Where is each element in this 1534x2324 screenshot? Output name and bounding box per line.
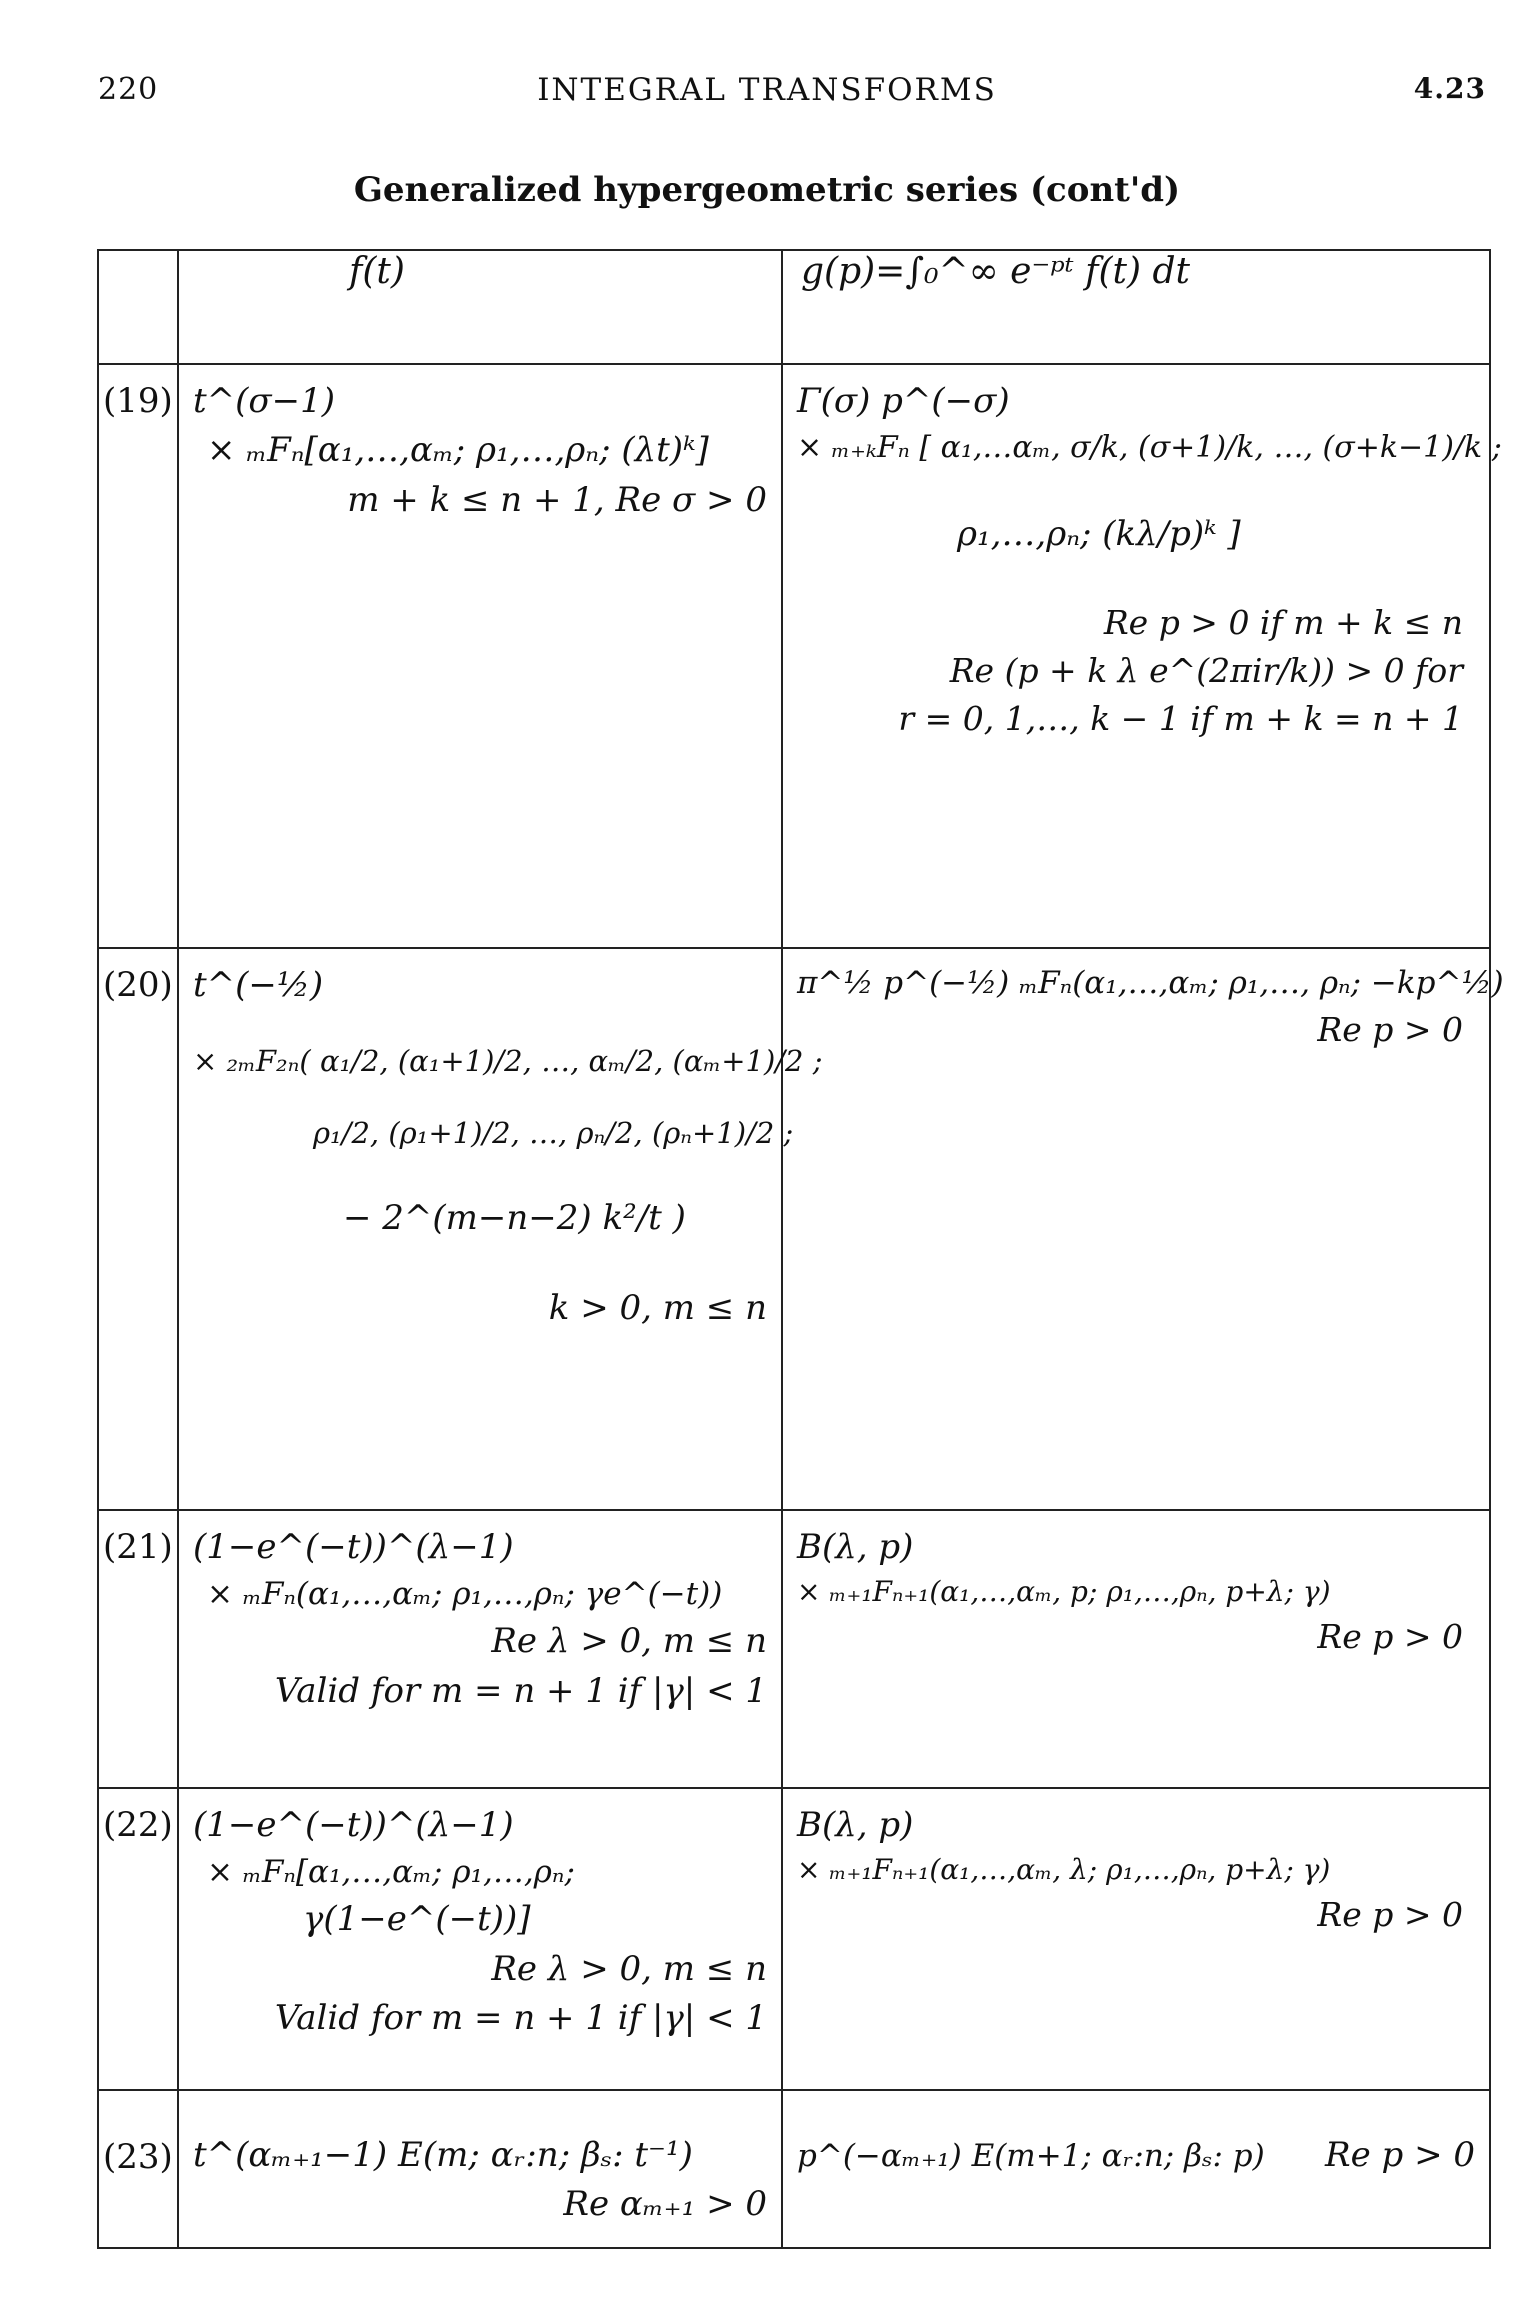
f-condition: Re λ > 0, m ≤ n bbox=[491, 1621, 767, 1662]
f-cell bbox=[178, 948, 823, 1510]
f-cell bbox=[178, 364, 782, 948]
f-line: t^(−½) bbox=[193, 965, 324, 1005]
formula-number: (19) bbox=[98, 364, 178, 948]
g-cell bbox=[782, 1788, 1490, 2090]
f-line: × ₘFₙ[α₁,…,αₘ; ρ₁,…,ρₙ; (λt)ᵏ] bbox=[207, 430, 709, 471]
g-condition: Re p > 0 bbox=[1317, 1009, 1463, 1049]
f-line: t^(αₘ₊₁−1) E(m; αᵣ:n; βₛ: t⁻¹) bbox=[193, 2135, 693, 2175]
g-cell bbox=[782, 2090, 1490, 2248]
g-line: ρ₁,…,ρₙ; (kλ/p)ᵏ ] bbox=[957, 513, 1241, 554]
g-condition: r = 0, 1,…, k − 1 if m + k = n + 1 bbox=[898, 698, 1463, 738]
table-caption: Generalized hypergeometric series (cont'd) bbox=[353, 170, 1181, 210]
running-title: INTEGRAL TRANSFORMS bbox=[537, 72, 997, 108]
formula-number: (23) bbox=[98, 2090, 178, 2248]
f-line: × ₘFₙ(α₁,…,αₘ; ρ₁,…,ρₙ; γe^(−t)) bbox=[207, 1576, 723, 1613]
table-row bbox=[98, 364, 1490, 948]
g-line: π^½ p^(−½) ₘFₙ(α₁,…,αₘ; ρ₁,…, ρₙ; −kp^½) bbox=[797, 965, 1504, 1001]
f-cell bbox=[178, 1510, 782, 1788]
g-cell bbox=[782, 948, 1504, 1510]
f-line: − 2^(m−n−2) k²/t ) bbox=[343, 1198, 686, 1239]
f-condition: k > 0, m ≤ n bbox=[548, 1287, 767, 1328]
g-cell bbox=[782, 1510, 1490, 1788]
table-row bbox=[98, 1788, 1490, 2090]
f-condition: Re λ > 0, m ≤ n bbox=[491, 1948, 767, 1989]
header-blank-cell bbox=[98, 250, 178, 364]
table-header-row bbox=[98, 250, 1490, 364]
table-row bbox=[98, 1510, 1490, 1788]
table-row bbox=[98, 948, 1490, 1510]
f-line: × ₂ₘF₂ₙ( α₁/2, (α₁+1)/2, …, αₘ/2, (αₘ+1)/2 ; bbox=[193, 1044, 823, 1079]
table-row bbox=[98, 2090, 1490, 2248]
f-line: (1−e^(−t))^(λ−1) bbox=[193, 1527, 514, 1567]
header-f-column: f(t) bbox=[178, 250, 782, 364]
g-condition: Re p > 0 if m + k ≤ n bbox=[1103, 603, 1463, 643]
f-valid-note: Valid for m = n + 1 if |γ| < 1 bbox=[274, 1670, 767, 1711]
g-cell bbox=[782, 364, 1502, 948]
g-condition: Re p > 0 bbox=[1317, 1894, 1463, 1934]
section-number: 4.23 bbox=[1413, 72, 1486, 105]
f-condition: Re αₘ₊₁ > 0 bbox=[563, 2184, 767, 2225]
f-valid-note: Valid for m = n + 1 if |γ| < 1 bbox=[274, 1997, 767, 2038]
f-cell bbox=[178, 2090, 782, 2248]
g-condition: Re p > 0 bbox=[1324, 2135, 1475, 2175]
g-line: × ₘ₊₁Fₙ₊₁(α₁,…,αₘ, p; ρ₁,…,ρₙ, p+λ; γ) bbox=[797, 1575, 1331, 1609]
g-line: B(λ, p) bbox=[797, 1527, 914, 1567]
g-line: × ₘ₊₁Fₙ₊₁(α₁,…,αₘ, λ; ρ₁,…,ρₙ, p+λ; γ) bbox=[797, 1853, 1331, 1887]
g-line: Γ(σ) p^(−σ) bbox=[797, 381, 1010, 421]
formula-number: (21) bbox=[98, 1510, 178, 1788]
transform-table bbox=[97, 249, 1504, 2249]
page-number: 220 bbox=[98, 72, 159, 107]
g-condition: Re (p + k λ e^(2πir/k)) > 0 for bbox=[949, 650, 1463, 690]
header-g-column: g(p)=∫₀^∞ e⁻ᵖᵗ f(t) dt bbox=[782, 250, 1490, 364]
formula-number: (20) bbox=[98, 948, 178, 1510]
g-condition: Re p > 0 bbox=[1317, 1616, 1463, 1656]
f-condition: m + k ≤ n + 1, Re σ > 0 bbox=[347, 479, 767, 520]
f-line: γ(1−e^(−t))] bbox=[303, 1899, 531, 1940]
f-line: (1−e^(−t))^(λ−1) bbox=[193, 1805, 514, 1845]
g-line: p^(−αₘ₊₁) E(m+1; αᵣ:n; βₛ: p) bbox=[797, 2138, 1265, 2174]
g-line: × ₘ₊ₖFₙ [ α₁,…αₘ, σ/k, (σ+1)/k, …, (σ+k−1)/k ; bbox=[797, 430, 1502, 466]
g-line: B(λ, p) bbox=[797, 1805, 914, 1845]
formula-number: (22) bbox=[98, 1788, 178, 2090]
f-line: × ₘFₙ[α₁,…,αₘ; ρ₁,…,ρₙ; bbox=[207, 1854, 575, 1891]
f-cell bbox=[178, 1788, 782, 2090]
f-line: t^(σ−1) bbox=[193, 381, 336, 421]
f-line: ρ₁/2, (ρ₁+1)/2, …, ρₙ/2, (ρₙ+1)/2 ; bbox=[313, 1116, 794, 1151]
